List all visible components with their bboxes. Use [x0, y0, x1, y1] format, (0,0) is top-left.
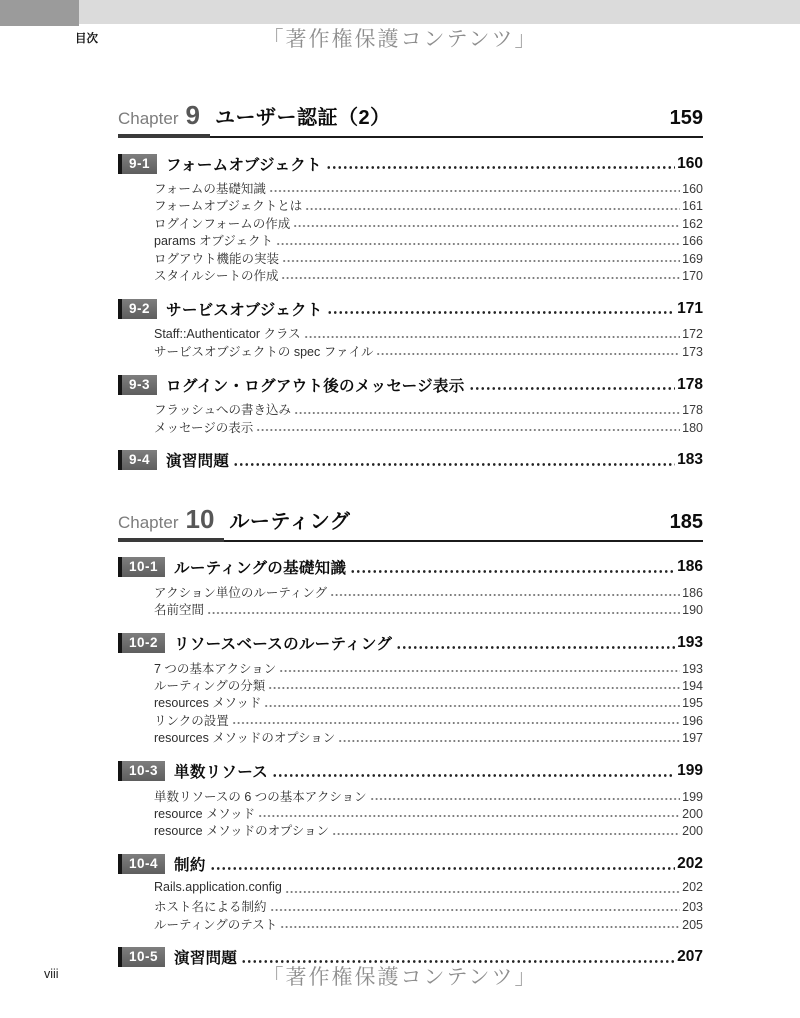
toc-section-row	[118, 374, 703, 395]
chapter-heading	[118, 505, 703, 542]
item-title: ログアウト機能の実装	[154, 251, 280, 266]
leader-dots	[232, 722, 680, 724]
section-badge	[118, 299, 157, 319]
chapter-block	[118, 505, 703, 968]
chapter-label-group	[118, 503, 215, 534]
item-page-number: 195	[682, 696, 703, 711]
section-badge	[118, 375, 157, 395]
toc-section-row	[118, 761, 703, 782]
section-title: 制約	[174, 857, 206, 875]
leader-dots	[279, 670, 680, 672]
toc-items	[154, 583, 703, 618]
toc-section	[118, 450, 703, 471]
section-title: リソースベースのルーティング	[174, 636, 393, 654]
toc-section	[118, 374, 703, 435]
leader-dots	[294, 412, 680, 414]
toc-section	[118, 633, 703, 746]
item-title: Staff::Authenticator クラス	[154, 327, 301, 342]
leader-dots	[272, 774, 675, 777]
item-title: サービスオブジェクトの spec ファイル	[154, 344, 374, 359]
item-title: フォームオブジェクトとは	[154, 199, 303, 214]
leader-dots	[293, 225, 680, 227]
leader-dots	[330, 594, 680, 596]
section-page-number: 183	[677, 451, 703, 469]
toc-item-row	[154, 418, 703, 435]
leader-dots	[258, 815, 680, 817]
chapter-underline-accent	[118, 538, 224, 542]
leader-dots	[469, 387, 676, 390]
toc-content	[118, 101, 703, 968]
toc-items	[154, 880, 703, 932]
header-page-label: 目次	[75, 33, 98, 45]
section-number: 9-2	[122, 299, 157, 319]
leader-dots	[304, 336, 680, 338]
item-page-number: 161	[682, 199, 703, 214]
leader-dots	[207, 612, 680, 614]
item-page-number: 200	[682, 824, 703, 839]
toc-item-row	[154, 728, 703, 745]
toc-item-row	[154, 897, 703, 914]
leader-dots	[256, 429, 680, 431]
toc-item-row	[154, 880, 703, 897]
leader-dots	[269, 190, 680, 192]
item-title: ログインフォームの作成	[154, 216, 291, 231]
section-number: 9-1	[122, 154, 157, 174]
leader-dots	[370, 798, 680, 800]
section-title: サービスオブジェクト	[166, 301, 323, 319]
toc-items	[154, 179, 703, 283]
leader-dots	[280, 926, 680, 928]
toc-item-row	[154, 231, 703, 248]
section-badge	[118, 761, 165, 781]
section-number: 10-2	[122, 633, 165, 653]
section-badge	[118, 154, 157, 174]
toc-items	[154, 787, 703, 839]
item-title: ルーティングの分類	[154, 679, 266, 694]
item-title: resource メソッド	[154, 807, 256, 822]
item-title: フォームの基礎知識	[154, 182, 266, 196]
chapter-page-number: 185	[669, 510, 703, 533]
section-number: 10-5	[122, 947, 165, 967]
item-title: 名前空間	[154, 603, 205, 618]
item-title: 7 つの基本アクション	[154, 661, 277, 676]
item-page-number: 172	[682, 327, 703, 342]
section-badge	[118, 450, 157, 470]
section-page-number: 202	[677, 855, 703, 873]
toc-item-row	[154, 711, 703, 728]
chapter-title: ユーザー認証（2）	[214, 107, 391, 129]
toc-item-row	[154, 266, 703, 283]
toc-section-row	[118, 298, 703, 319]
toc-item-row	[154, 787, 703, 804]
toc-item-row	[154, 659, 703, 676]
toc-item-row	[154, 804, 703, 821]
chapter-block	[118, 101, 703, 471]
toc-item-row	[154, 583, 703, 600]
toc-item-row	[154, 179, 703, 196]
toc-item-row	[154, 676, 703, 693]
leader-dots	[281, 277, 680, 279]
header-light-bar	[79, 0, 800, 24]
item-page-number: 190	[682, 603, 703, 618]
toc-item-row	[154, 693, 703, 710]
toc-item-row	[154, 915, 703, 932]
section-number: 10-4	[122, 854, 165, 874]
leader-dots	[282, 260, 680, 262]
header-watermark: 「著作権保護コンテンツ」	[262, 28, 538, 51]
item-page-number: 205	[682, 917, 703, 932]
footer-page-number: viii	[44, 967, 59, 981]
leader-dots	[332, 833, 680, 835]
toc-section-row	[118, 633, 703, 654]
item-page-number: 180	[682, 420, 703, 435]
leader-dots	[376, 353, 680, 355]
section-number: 9-4	[122, 450, 157, 470]
toc-item-row	[154, 196, 703, 213]
item-page-number: 162	[682, 216, 703, 231]
toc-item-row	[154, 324, 703, 341]
section-page-number: 193	[677, 634, 703, 652]
leader-dots	[350, 570, 675, 573]
toc-section	[118, 298, 703, 359]
chapter-word: Chapter	[118, 109, 179, 128]
leader-dots	[285, 891, 680, 893]
leader-dots	[233, 463, 675, 466]
toc-items	[154, 324, 703, 359]
chapter-heading	[118, 101, 703, 138]
item-title: フラッシュへの書き込み	[154, 403, 292, 418]
section-title: フォームオブジェクト	[166, 156, 322, 174]
toc-section	[118, 557, 703, 618]
item-title: ルーティングのテスト	[154, 917, 278, 932]
item-page-number: 169	[682, 251, 703, 266]
section-page-number: 186	[677, 558, 703, 576]
item-page-number: 186	[682, 585, 703, 600]
item-title: params オブジェクト	[154, 234, 274, 249]
item-title: リンクの設置	[154, 713, 229, 728]
section-number: 10-1	[122, 557, 165, 577]
section-number: 10-3	[122, 761, 165, 781]
chapter-title: ルーティング	[229, 510, 351, 533]
toc-item-row	[154, 214, 703, 231]
section-title: 演習問題	[174, 950, 238, 968]
item-title: ホスト名による制約	[154, 900, 267, 915]
section-title: ログイン・ログアウト後のメッセージ表示	[166, 377, 465, 395]
chapter-label-group	[118, 102, 200, 129]
item-title: スタイルシートの作成	[154, 268, 279, 283]
toc-section-row	[118, 854, 703, 875]
toc-item-row	[154, 821, 703, 838]
leader-dots	[276, 243, 680, 245]
item-title: resources メソッドのオプション	[154, 731, 336, 746]
toc-section-row	[118, 450, 703, 471]
section-badge	[118, 557, 165, 577]
item-page-number: 197	[682, 731, 703, 746]
leader-dots	[210, 867, 675, 870]
item-page-number: 200	[682, 807, 703, 822]
section-number: 9-3	[122, 375, 157, 395]
toc-section	[118, 761, 703, 839]
section-page-number: 207	[677, 948, 703, 966]
toc-item-row	[154, 249, 703, 266]
section-page-number: 160	[677, 154, 703, 172]
chapter-page-number: 159	[669, 107, 703, 129]
toc-item-row	[154, 342, 703, 359]
section-badge	[118, 633, 165, 653]
chapter-number: 10	[185, 503, 215, 534]
leader-dots	[270, 909, 681, 911]
section-page-number: 171	[677, 299, 703, 317]
item-page-number: 178	[682, 403, 703, 418]
section-page-number: 199	[677, 762, 703, 780]
item-title: メッセージの表示	[154, 420, 254, 435]
item-title: resources メソッド	[154, 696, 262, 711]
leader-dots	[264, 705, 680, 707]
item-title: アクション単位のルーティング	[154, 585, 328, 600]
item-title: 単数リソースの 6 つの基本アクション	[154, 789, 367, 804]
item-page-number: 193	[682, 661, 703, 676]
item-page-number: 166	[682, 234, 703, 249]
chapter-number: 9	[185, 100, 200, 130]
toc-section	[118, 854, 703, 932]
item-page-number: 196	[682, 713, 703, 728]
leader-dots	[268, 687, 680, 689]
toc-items	[154, 400, 703, 435]
toc-section-row	[118, 557, 703, 578]
footer-watermark: 「著作権保護コンテンツ」	[262, 966, 538, 989]
leader-dots	[305, 208, 680, 210]
toc-items	[154, 659, 703, 746]
toc-item-row	[154, 400, 703, 417]
leader-dots	[327, 311, 676, 314]
item-page-number: 199	[682, 789, 703, 804]
item-page-number: 203	[682, 900, 703, 915]
item-page-number: 173	[682, 344, 703, 359]
item-page-number: 202	[682, 879, 703, 894]
toc-section	[118, 153, 703, 283]
leader-dots	[326, 166, 675, 169]
chapter-word: Chapter	[118, 512, 179, 532]
leader-dots	[396, 646, 675, 649]
leader-dots	[338, 740, 680, 742]
section-title: 単数リソース	[174, 764, 269, 782]
chapter-underline-accent	[118, 134, 210, 138]
section-badge	[118, 854, 165, 874]
item-title: resource メソッドのオプション	[154, 824, 329, 839]
item-page-number: 170	[682, 268, 703, 283]
section-title: 演習問題	[166, 453, 230, 471]
toc-item-row	[154, 600, 703, 617]
item-page-number: 160	[682, 182, 703, 196]
section-title: ルーティングの基礎知識	[174, 560, 347, 578]
section-page-number: 178	[677, 375, 703, 393]
toc-section-row	[118, 153, 703, 174]
item-page-number: 194	[682, 679, 703, 694]
item-title: Rails.application.config	[154, 879, 282, 894]
